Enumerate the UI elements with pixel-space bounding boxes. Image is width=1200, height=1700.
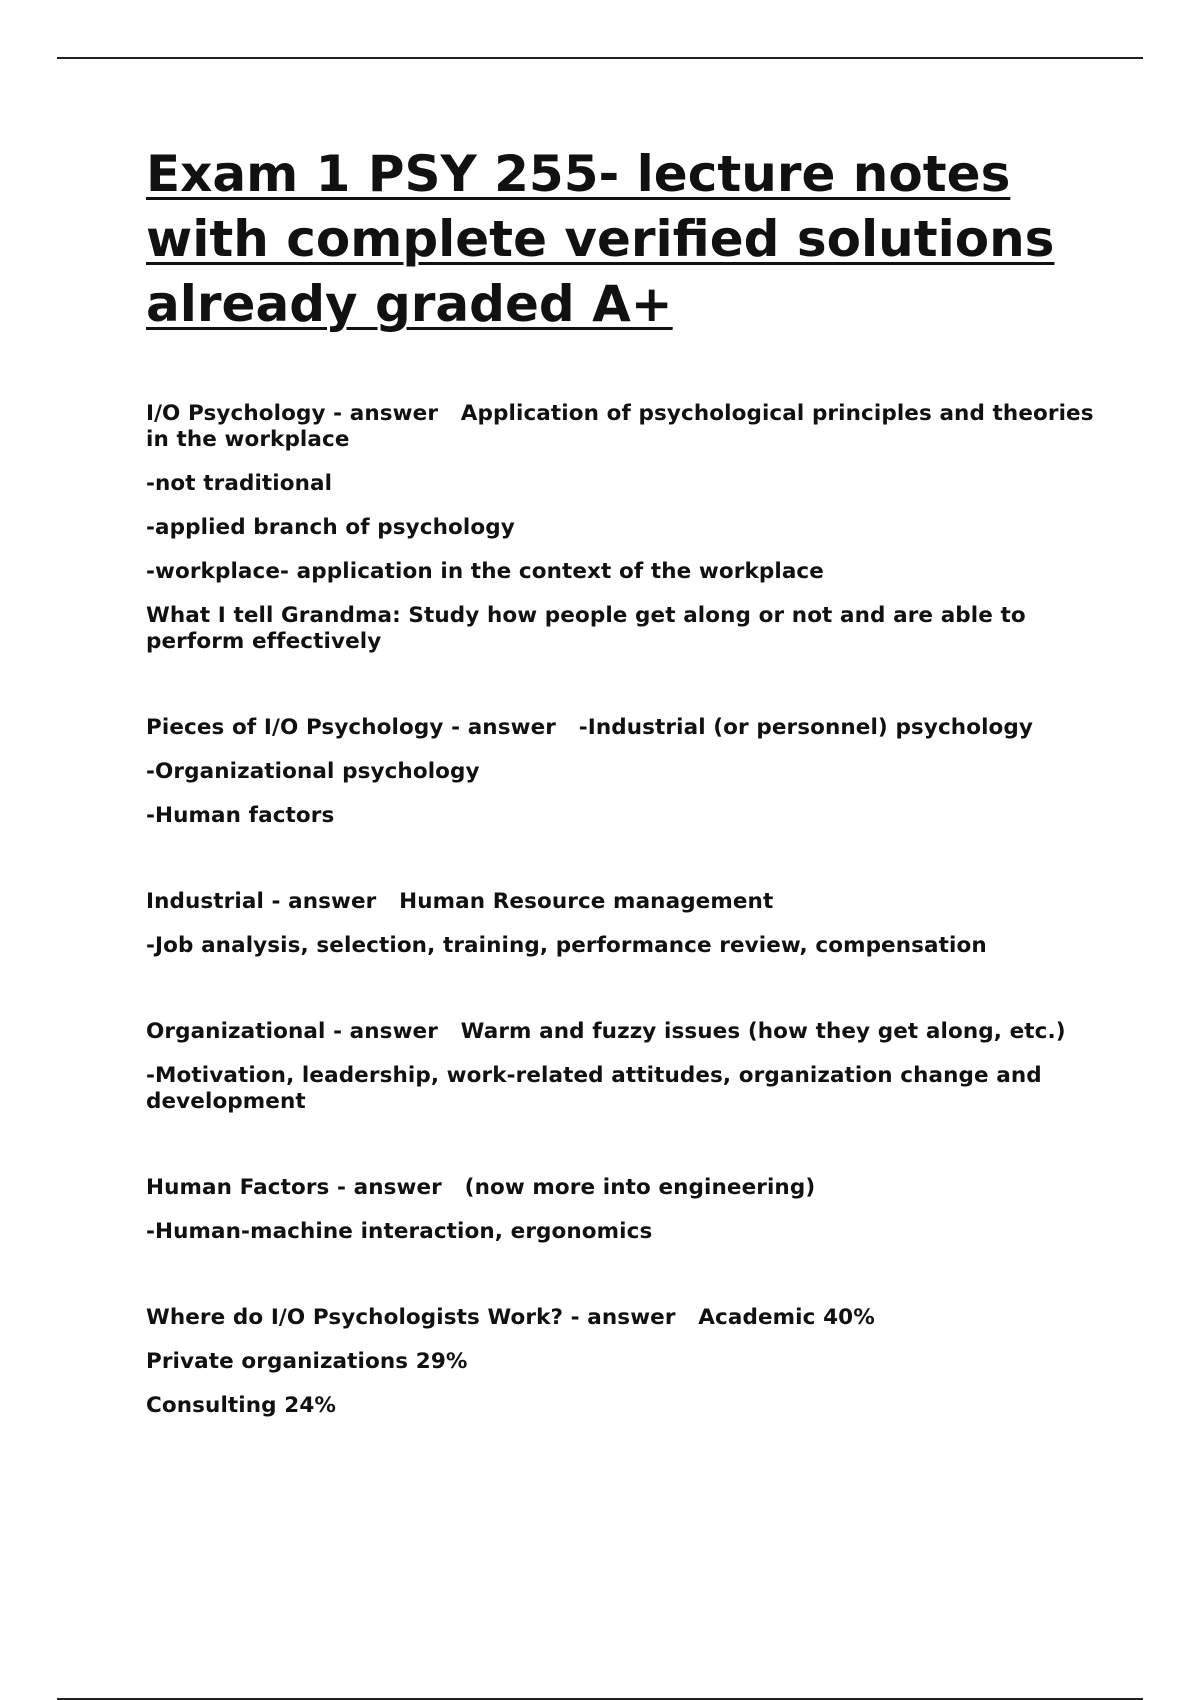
entry-line: -Organizational psychology — [146, 759, 480, 784]
entry-human-factors — [146, 1175, 1106, 1245]
entry-line: -Job analysis, selection, training, performance review, compensation — [146, 933, 987, 958]
entry-where-work — [146, 1305, 1106, 1419]
entries-list — [146, 401, 1106, 1419]
entry-line: Human Factors - answer (now more into engineering) — [146, 1175, 816, 1200]
entry-line: -Human-machine interaction, ergonomics — [146, 1219, 653, 1244]
document-title: Exam 1 PSY 255- lecture notes with complete verified solutions already graded A+ — [146, 145, 1055, 333]
top-rule — [57, 57, 1143, 59]
entry-line: -applied branch of psychology — [146, 515, 515, 540]
entry-pieces-of-io — [146, 715, 1106, 829]
entry-line: Organizational - answer Warm and fuzzy issues (how they get along, etc.) — [146, 1019, 1066, 1044]
entry-line: Consulting 24% — [146, 1393, 337, 1418]
entry-organizational — [146, 1019, 1106, 1115]
document-body — [146, 142, 1106, 1419]
entry-line: Where do I/O Psychologists Work? - answer Academic 40% — [146, 1305, 875, 1330]
entry-line: Industrial - answer Human Resource management — [146, 889, 774, 914]
entry-line: Private organizations 29% — [146, 1349, 468, 1374]
entry-line: -not traditional — [146, 471, 333, 496]
entry-io-psychology — [146, 401, 1106, 655]
entry-line: -Human factors — [146, 803, 335, 828]
entry-line: What I tell Grandma: Study how people get along or not and are able to perform effectively — [146, 603, 1034, 654]
entry-industrial — [146, 889, 1106, 959]
entry-line: -Motivation, leadership, work-related attitudes, organization change and development — [146, 1063, 1050, 1114]
entry-line: Pieces of I/O Psychology - answer -Industrial (or personnel) psychology — [146, 715, 1034, 740]
entry-line: I/O Psychology - answer Application of psychological principles and theories in the workplace — [146, 401, 1102, 452]
entry-line: -workplace- application in the context of the workplace — [146, 559, 824, 584]
